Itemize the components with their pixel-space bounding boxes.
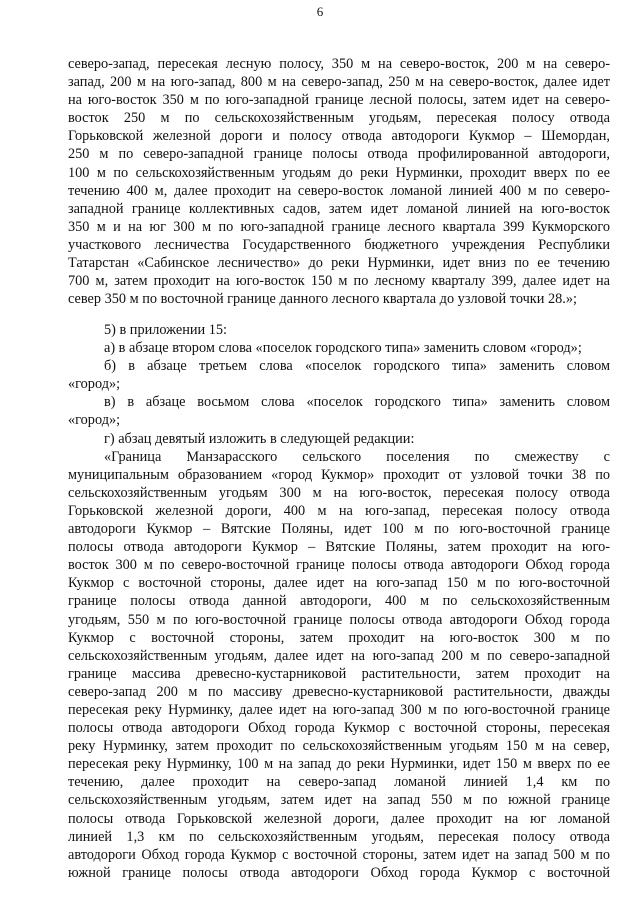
text-line: запад, 200 м на юго-запад, 800 м на северо-запад, 250 м на северо-восток, далее идет — [68, 74, 610, 91]
text-line: 700 м, затем проходит на юго-восток 150 м по лесному кварталу 399, далее идет на — [68, 273, 610, 290]
text-line: на юго-восток 350 м по юго-западной границе лесной полосы, затем идет на северо- — [68, 92, 610, 109]
text-line: сельскохозяйственным угодьям 300 м на юго-восток, пересекая полосу отвода — [68, 484, 610, 501]
text-line: 5) в приложении 15: — [104, 322, 228, 338]
text-line: сельскохозяйственным угодьям, далее идет на юго-запад 200 м по северо-западной — [68, 647, 610, 664]
text-line: 100 м по сельскохозяйственным угодьям до реки Нурминки, проходит вверх по ее — [68, 164, 610, 181]
text-line: Кукмор с восточной стороны, затем проходит на юго-восток 300 м по — [68, 629, 610, 646]
text-line: б) в абзаце третьем слова «поселок городского типа» заменить словом — [104, 358, 610, 375]
text-line: западной границе коллективных садов, затем идет ломаной линией на юго-восток — [68, 200, 610, 217]
text-line: а) в абзаце втором слова «поселок городского типа» заменить словом «город»; — [104, 340, 582, 357]
text-line: северо-запад 200 м по массиву древесно-кустарниковой растительности, дважды — [68, 683, 610, 700]
text-line: Горьковской железной дороги и полосу отвода автодороги Кукмор – Шемордан, — [68, 128, 610, 145]
text-line: южной границе полосы отвода автодороги Обход города Кукмор с восточной — [68, 864, 610, 881]
text-line: течению, далее проходит на северо-запад ломаной линией 1,4 км по — [68, 774, 610, 791]
text-line: «город»; — [68, 412, 121, 429]
text-line: г) абзац девятый изложить в следующей редакции: — [104, 430, 415, 447]
text-line: линией 1,3 км по сельскохозяйственным угодьям, пересекая полосу отвода — [68, 828, 610, 845]
text-line: Татарстан «Сабинское лесничество» до реки Нурминки, идет вниз по ее течению — [68, 255, 610, 272]
text-line: автодороги Кукмор – Вятские Поляны, идет 100 м по юго-восточной границе — [68, 521, 610, 538]
text-line: угодьям, 550 м по юго-восточной границе полосы отвода автодороги Обход города — [68, 611, 610, 628]
amendment-section — [68, 321, 610, 882]
text-line: Кукмор с восточной стороны, далее идет на юго-запад 150 м по юго-восточной — [68, 575, 610, 592]
text-line: полосы отвода Горьковской железной дороги, далее проходит на юг ломаной — [68, 810, 610, 827]
text-line: участкового лесничества Государственного бюджетного учреждения Республики — [68, 236, 610, 253]
text-line: автодороги Обход города Кукмор с восточной стороны, затем идет на запад 500 м по — [68, 846, 610, 863]
text-line: 350 м и на юг 300 м по юго-западной границе лесного квартала 399 Кукморского — [68, 218, 610, 235]
text-line: реку Нурминку, затем проходит по сельскохозяйственным угодьям 150 м на север, — [68, 738, 610, 755]
text-line: восток 300 м по северо-восточной границе полосы отвода автодороги Обход города — [68, 557, 610, 574]
text-line: пересекая реку Нурминку, далее идет на юго-запад 300 м по юго-восточной границе — [68, 701, 610, 718]
text-line: муниципальным образованием «город Кукмор» проходит от узловой точки 38 по — [68, 466, 610, 483]
page-number: 6 — [316, 4, 324, 19]
text-line: полосы отвода автодороги Кукмор – Вятские Поляны, затем проходит на юго- — [68, 539, 610, 556]
text-line: течению 400 м, далее проходит на северо-восток ломаной линией 400 м по северо- — [68, 182, 610, 199]
paragraph-continuation — [68, 55, 610, 308]
text-line: пересекая реку Нурминку, 100 м на запад до реки Нурминки, идет 150 м вверх по ее — [68, 756, 610, 773]
text-line: восток 250 м по сельскохозяйственным угодьям, пересекая полосу отвода — [68, 110, 610, 127]
text-line: «город»; — [68, 376, 121, 393]
text-line: 250 м по северо-западной границе полосы отвода профилированной автодороги, — [68, 146, 610, 163]
text-line: в) в абзаце восьмом слова «поселок городского типа» заменить словом — [104, 394, 610, 411]
text-line: северо-запад, пересекая лесную полосу, 350 м на северо-восток, 200 м на северо- — [68, 56, 610, 72]
text-line: север 350 м по восточной границе данного лесного квартала до узловой точки 28.»; — [68, 291, 577, 308]
text-line: сельскохозяйственным угодьям, затем идет на запад 550 м по южной границе — [68, 792, 610, 809]
text-line: Горьковской железной дороги, 400 м на юго-запад, пересекая полосу отвода — [68, 502, 610, 519]
text-line: полосы отвода автодороги Обход города Кукмор с восточной стороны, пересекая — [68, 720, 610, 737]
text-line: «Граница Манзарасского сельского поселения по смежеству с — [104, 448, 610, 465]
text-line: границе массива древесно-кустарниковой растительности, затем проходит на — [68, 665, 610, 682]
text-line: границе полосы отвода данной автодороги, 400 м по сельскохозяйственным — [68, 593, 610, 610]
